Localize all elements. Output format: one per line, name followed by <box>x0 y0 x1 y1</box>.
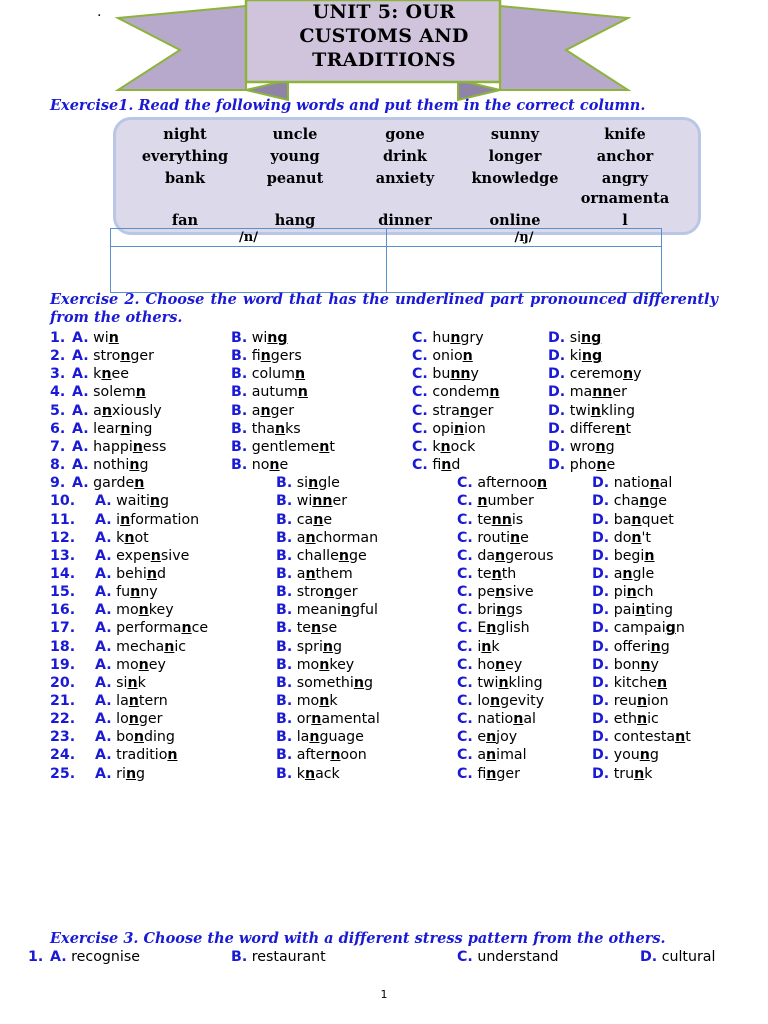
question-5-option-b[interactable]: B. anger <box>231 402 295 419</box>
question-22-option-c[interactable]: C. national <box>457 711 536 728</box>
word-4-1[interactable]: hang <box>274 212 316 229</box>
question-18-option-b[interactable]: B. spring <box>276 638 343 655</box>
question-7-option-c[interactable]: C. knock <box>412 438 476 455</box>
stress-question-1-option-a[interactable]: A. recognise <box>50 949 140 965</box>
question-2-option-d[interactable]: D. king <box>548 348 603 365</box>
word-1-1[interactable]: young <box>270 148 320 165</box>
question-23-option-c[interactable]: C. enjoy <box>457 729 518 746</box>
question-2-option-b[interactable]: B. fingers <box>231 348 302 365</box>
question-11-option-c[interactable]: C. tennis <box>457 511 524 528</box>
question-17-option-d[interactable]: D. campaign <box>592 620 685 637</box>
question-6-option-a[interactable]: A. learning <box>72 420 153 437</box>
question-22-option-d[interactable]: D. ethnic <box>592 711 659 728</box>
question-7-option-d[interactable]: D. wrong <box>548 438 615 455</box>
question-12-option-a[interactable]: A. knot <box>95 529 149 546</box>
question-8-option-b[interactable]: B. none <box>231 457 289 474</box>
question-5-option-c[interactable]: C. stranger <box>412 402 494 419</box>
exercise2-title: Exercise 2. Choose the word that has the underlined part pronounced differently from the others. <box>50 291 718 326</box>
question-23-option-d[interactable]: D. contestant <box>592 729 691 746</box>
column-header-n: /n/ <box>111 229 387 247</box>
question-25-option-c[interactable]: C. finger <box>457 765 520 782</box>
word-4-4[interactable]: l <box>622 212 628 229</box>
word-0-1[interactable]: uncle <box>272 126 318 143</box>
question-10-option-c[interactable]: C. number <box>457 493 534 510</box>
question-19-option-a[interactable]: A. money <box>95 656 166 673</box>
question-7-number: 7. <box>50 438 66 455</box>
question-25-number: 25. <box>50 765 76 782</box>
question-11-option-b[interactable]: B. cane <box>276 511 333 528</box>
question-15-option-c[interactable]: C. pensive <box>457 584 534 601</box>
question-20-option-c[interactable]: C. twinkling <box>457 674 543 691</box>
question-22-option-a[interactable]: A. longer <box>95 711 163 728</box>
question-17-option-a[interactable]: A. performance <box>95 620 209 637</box>
question-11-option-a[interactable]: A. information <box>95 511 200 528</box>
question-10-number: 10. <box>50 493 76 510</box>
question-8-number: 8. <box>50 457 66 474</box>
stress-question-1-number: 1. <box>28 949 44 965</box>
page-number: 1 <box>380 988 388 1001</box>
word-0-4[interactable]: knife <box>604 126 646 143</box>
question-1-option-c[interactable]: C. hungry <box>412 330 484 346</box>
question-14-option-d[interactable]: D. angle <box>592 565 655 582</box>
question-15-option-a[interactable]: A. funny <box>95 584 158 601</box>
question-14-option-c[interactable]: C. tenth <box>457 565 517 582</box>
question-9-number: 9. <box>50 475 66 492</box>
question-16-option-d[interactable]: D. painting <box>592 602 673 619</box>
question-20-option-b[interactable]: B. something <box>276 674 373 691</box>
word-4-2[interactable]: dinner <box>378 212 432 229</box>
question-22-option-b[interactable]: B. ornamental <box>276 711 380 728</box>
word-0-3[interactable]: sunny <box>490 126 540 143</box>
question-18-option-c[interactable]: C. ink <box>457 638 500 655</box>
question-24-option-c[interactable]: C. animal <box>457 747 527 764</box>
question-17-option-b[interactable]: B. tense <box>276 620 338 637</box>
question-4-option-c[interactable]: C. condemn <box>412 384 500 401</box>
question-14-option-a[interactable]: A. behind <box>95 565 166 582</box>
question-20-number: 20. <box>50 674 76 691</box>
question-24-option-d[interactable]: D. young <box>592 747 659 764</box>
question-10-option-d[interactable]: D. change <box>592 493 668 510</box>
question-25-option-b[interactable]: B. knack <box>276 765 340 782</box>
question-21-number: 21. <box>50 693 76 709</box>
question-7-option-a[interactable]: A. happiness <box>72 438 167 455</box>
question-16-number: 16. <box>50 602 76 619</box>
question-18-option-a[interactable]: A. mechanic <box>95 638 187 655</box>
word-1-0[interactable]: everything <box>141 148 229 165</box>
question-2-number: 2. <box>50 348 66 365</box>
question-21-option-d[interactable]: D. reunion <box>592 693 669 709</box>
question-18-option-d[interactable]: D. offering <box>592 638 670 655</box>
question-21-option-b[interactable]: B. monk <box>276 693 338 709</box>
question-5-option-a[interactable]: A. anxiously <box>72 402 162 419</box>
question-16-option-b[interactable]: B. meaningful <box>276 602 378 619</box>
question-2-option-c[interactable]: C. onion <box>412 348 473 365</box>
question-9-option-c[interactable]: C. afternoon <box>457 475 548 492</box>
question-14-option-b[interactable]: B. anthem <box>276 565 353 582</box>
question-20-option-a[interactable]: A. sink <box>95 674 146 691</box>
question-23-option-a[interactable]: A. bonding <box>95 729 175 746</box>
unit-title-line-3: TRADITIONS <box>312 49 456 71</box>
question-12-option-d[interactable]: D. don't <box>592 529 651 546</box>
question-1-option-a[interactable]: A. win <box>72 330 119 346</box>
question-1-option-d[interactable]: D. sing <box>548 330 602 346</box>
question-24-option-a[interactable]: A. tradition <box>95 747 178 764</box>
question-19-option-b[interactable]: B. monkey <box>276 656 355 673</box>
word-0-2[interactable]: gone <box>385 126 425 143</box>
question-4-option-d[interactable]: D. manner <box>548 384 627 401</box>
question-6-option-d[interactable]: D. different <box>548 420 632 437</box>
question-3-option-b[interactable]: B. column <box>231 366 306 383</box>
question-18-number: 18. <box>50 638 76 655</box>
question-19-option-d[interactable]: D. bonny <box>592 656 659 673</box>
question-20-option-d[interactable]: D. kitchen <box>592 674 668 691</box>
question-17-option-c[interactable]: C. English <box>457 620 530 637</box>
question-4-number: 4. <box>50 384 66 401</box>
question-25-option-d[interactable]: D. trunk <box>592 765 653 782</box>
stress-question-1-option-c[interactable]: C. understand <box>457 949 559 965</box>
question-11-number: 11. <box>50 511 76 528</box>
question-12-option-b[interactable]: B. anchorman <box>276 529 379 546</box>
question-15-number: 15. <box>50 584 76 601</box>
question-16-option-a[interactable]: A. monkey <box>95 602 174 619</box>
question-9-option-d[interactable]: D. national <box>592 475 673 492</box>
question-13-option-c[interactable]: C. dangerous <box>457 547 554 564</box>
question-6-option-c[interactable]: C. opinion <box>412 420 486 437</box>
word-1-2[interactable]: drink <box>383 148 427 165</box>
question-5-option-d[interactable]: D. twinkling <box>548 402 636 419</box>
question-24-option-b[interactable]: B. afternoon <box>276 747 367 764</box>
question-9-option-a[interactable]: A. garden <box>72 475 145 492</box>
header-dot: . <box>97 4 102 20</box>
word-1-4[interactable]: anchor <box>596 148 654 165</box>
question-19-number: 19. <box>50 656 76 673</box>
word-4-3[interactable]: online <box>489 212 541 229</box>
word-2-3[interactable]: knowledge <box>471 170 559 187</box>
question-3-option-a[interactable]: A. knee <box>72 366 129 383</box>
question-2-option-a[interactable]: A. stronger <box>72 348 154 365</box>
question-15-option-b[interactable]: B. stronger <box>276 584 358 601</box>
question-4-option-a[interactable]: A. solemn <box>72 384 146 401</box>
word-2-2[interactable]: anxiety <box>375 170 435 187</box>
question-12-option-c[interactable]: C. routine <box>457 529 529 546</box>
word-0-0[interactable]: night <box>163 126 207 143</box>
question-11-option-d[interactable]: D. banquet <box>592 511 674 528</box>
question-25-option-a[interactable]: A. ring <box>95 765 146 782</box>
unit-title-line-1: UNIT 5: OUR <box>312 1 456 23</box>
question-13-option-b[interactable]: B. challenge <box>276 547 367 564</box>
question-10-option-a[interactable]: A. waiting <box>95 493 170 510</box>
question-23-option-b[interactable]: B. language <box>276 729 364 746</box>
question-3-number: 3. <box>50 366 66 383</box>
question-17-number: 17. <box>50 620 76 637</box>
question-14-number: 14. <box>50 565 76 582</box>
question-4-option-b[interactable]: B. autumn <box>231 384 308 401</box>
question-1-number: 1. <box>50 330 66 346</box>
question-13-option-a[interactable]: A. expensive <box>95 547 190 564</box>
question-8-option-a[interactable]: A. nothing <box>72 457 149 474</box>
question-7-option-b[interactable]: B. gentlement <box>231 438 335 455</box>
question-24-number: 24. <box>50 747 76 764</box>
question-22-number: 22. <box>50 711 76 728</box>
word-2-0[interactable]: bank <box>164 170 206 187</box>
stress-question-1-option-d[interactable]: D. cultural <box>640 949 716 965</box>
question-5-number: 5. <box>50 402 66 419</box>
question-13-option-d[interactable]: D. begin <box>592 547 655 564</box>
question-21-option-a[interactable]: A. lantern <box>95 693 168 709</box>
question-16-option-c[interactable]: C. brings <box>457 602 523 619</box>
question-13-number: 13. <box>50 547 76 564</box>
exercise1-title: Exercise1. Read the following words and put them in the correct column. <box>50 97 646 114</box>
question-1-option-b[interactable]: B. wing <box>231 330 288 346</box>
question-8-option-c[interactable]: C. find <box>412 457 461 474</box>
question-6-option-b[interactable]: B. thanks <box>231 420 301 437</box>
word-3-4[interactable]: ornamenta <box>580 190 670 207</box>
word-2-1[interactable]: peanut <box>266 170 324 187</box>
unit-title-line-2: CUSTOMS AND <box>299 25 469 47</box>
question-9-option-b[interactable]: B. single <box>276 475 340 492</box>
exercise3-title: Exercise 3. Choose the word with a different stress pattern from the others. <box>50 930 666 947</box>
column-header-ng: /ŋ/ <box>387 229 661 247</box>
word-1-3[interactable]: longer <box>488 148 542 165</box>
question-21-option-c[interactable]: C. longevity <box>457 693 545 709</box>
stress-question-1-option-b[interactable]: B. restaurant <box>231 949 326 965</box>
question-3-option-c[interactable]: C. bunny <box>412 366 479 383</box>
question-10-option-b[interactable]: B. winner <box>276 493 348 510</box>
question-3-option-d[interactable]: D. ceremony <box>548 366 642 383</box>
question-6-number: 6. <box>50 420 66 437</box>
question-15-option-d[interactable]: D. pinch <box>592 584 654 601</box>
question-19-option-c[interactable]: C. honey <box>457 656 523 673</box>
word-4-0[interactable]: fan <box>171 212 199 229</box>
question-8-option-d[interactable]: D. phone <box>548 457 616 474</box>
word-2-4[interactable]: angry <box>601 170 649 187</box>
question-12-number: 12. <box>50 529 76 546</box>
question-23-number: 23. <box>50 729 76 746</box>
